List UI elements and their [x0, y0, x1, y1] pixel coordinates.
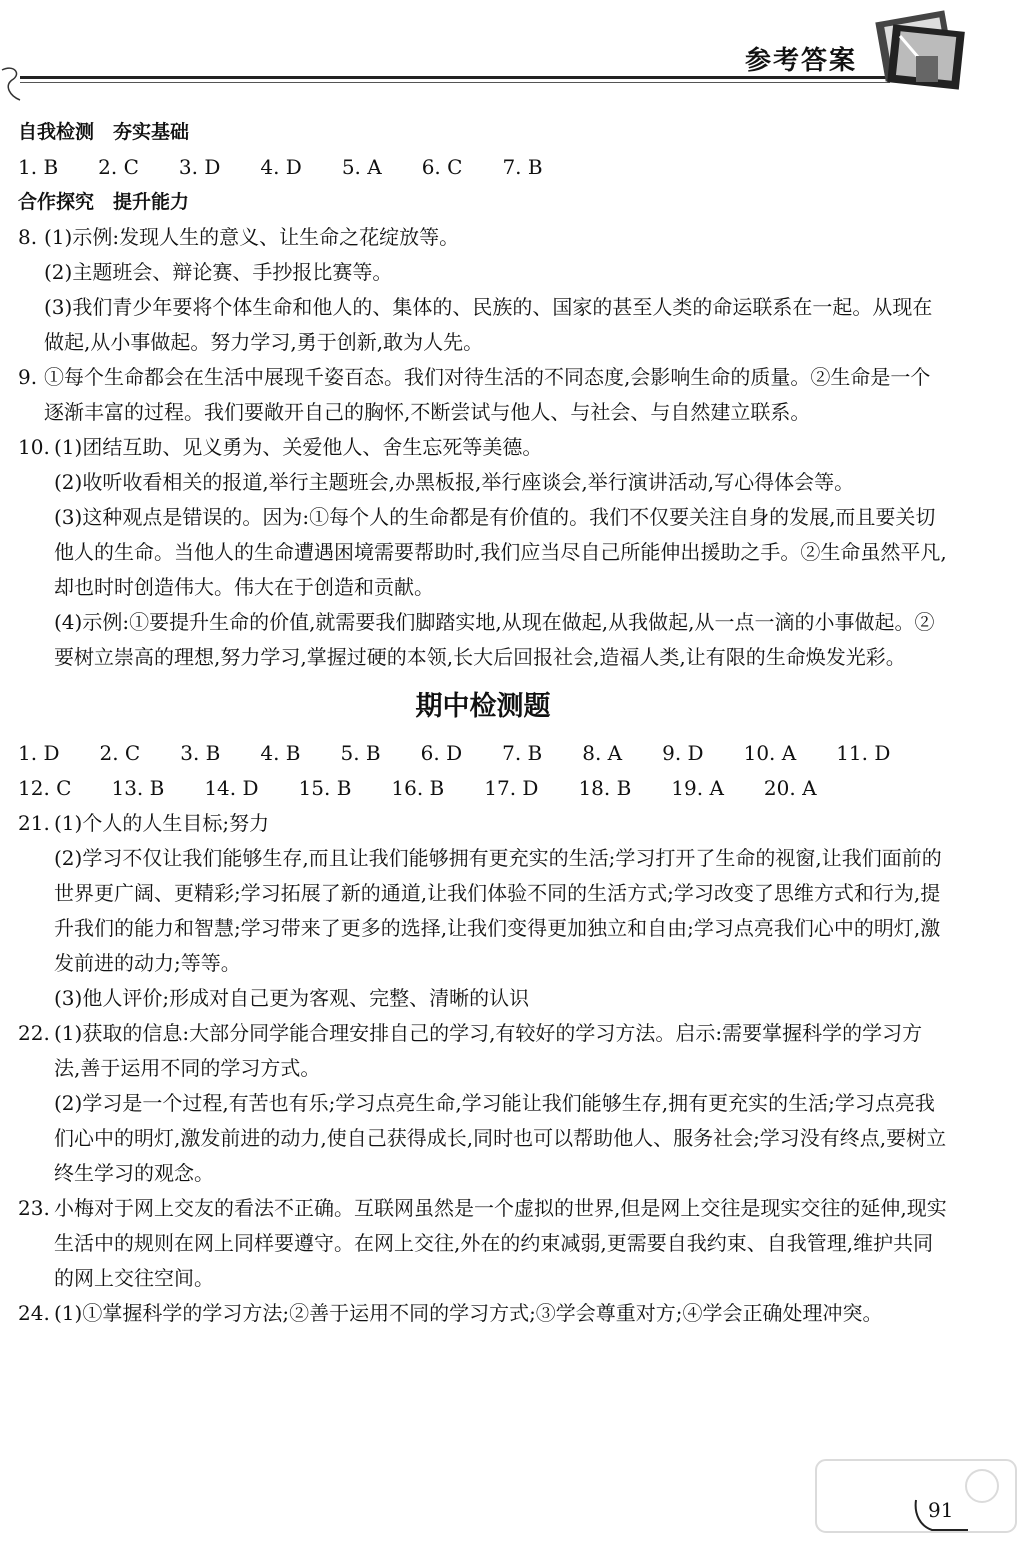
question-21	[18, 806, 948, 1016]
question-number: 22.	[18, 1021, 50, 1045]
page-number: 91	[928, 1498, 954, 1522]
question-22	[18, 1016, 948, 1191]
answer-part: (2)收听收看相关的报道,举行主题班会,办黑板报,举行座谈会,举行演讲活动,写心得体会等。	[54, 470, 855, 494]
answer-part: (3)这种观点是错误的。因为:①每个人的生命都是有价值的。我们不仅要关注自身的发展,而且要关切他人的生命。当他人的生命遭遇困境需要帮助时,我们应当尽自己所能伸出援助之手。②生命虽然平凡,却也时时创造伟大。伟大在于创造和贡献。	[54, 505, 947, 599]
question-number: 23.	[18, 1196, 50, 1220]
midterm-answers-row-1: 1. D 2. C 3. B 4. B 5. B 6. D 7. B 8. A 9. D 10. A 11. D	[18, 741, 891, 765]
answer-content	[18, 115, 948, 1331]
page-header	[0, 0, 1032, 110]
answer-part: (3)我们青少年要将个体生命和他人的、集体的、民族的、国家的甚至人类的命运联系在一起。从现在做起,从小事做起。努力学习,勇于创新,敢为人先。	[44, 295, 933, 354]
answer-text: ①每个生命都会在生活中展现千姿百态。我们对待生活的不同态度,会影响生命的质量。②生命是一个逐渐丰富的过程。我们要敞开自己的胸怀,不断尝试与他人、与社会、与自然建立联系。	[44, 365, 931, 424]
answer-part: (2)学习不仅让我们能够生存,而且让我们能够拥有更充实的生活;学习打开了生命的视窗,让我们面前的世界更广阔、更精彩;学习拓展了新的通道,让我们体验不同的生活方式;学习改变了思维方式和行为,提升我们的能力和智慧;学习带来了更多的选择,让我们变得更加独立和自由;学习点亮我们心中的明灯,激发前进的动力;等等。	[54, 846, 942, 975]
section-heading-cooperation: 合作探究 提升能力	[18, 191, 190, 213]
question-number: 24.	[18, 1301, 50, 1325]
answer-part: (1)①掌握科学的学习方法;②善于运用不同的学习方式;③学会尊重对方;④学会正确处理冲突。	[54, 1301, 883, 1325]
answer-part: (1)示例:发现人生的意义、让生命之花绽放等。	[44, 225, 460, 249]
midterm-answers-row-2: 12. C 13. B 14. D 15. B 16. B 17. D 18. B 19. A 20. A	[18, 776, 817, 800]
question-number: 10.	[18, 435, 50, 459]
question-10	[18, 430, 948, 675]
question-number: 21.	[18, 811, 50, 835]
header-title: 参考答案	[744, 46, 857, 76]
question-number: 9.	[18, 365, 38, 389]
question-9	[18, 360, 948, 430]
question-number: 8.	[18, 225, 38, 249]
watermark-logo	[812, 1456, 1022, 1536]
answer-part: (2)学习是一个过程,有苦也有乐;学习点亮生命,学习能让我们能够生存,拥有更充实的生活;学习点亮我们心中的明灯,激发前进的动力,使自己获得成长,同时也可以帮助他人、服务社会;学习没有终点,要树立终生学习的观念。	[54, 1091, 947, 1185]
answer-part: (3)他人评价;形成对自己更为客观、完整、清晰的认识	[54, 986, 530, 1010]
section-heading-self-check: 自我检测 夯实基础	[18, 121, 190, 143]
question-8	[18, 220, 948, 360]
answer-part: (1)个人的人生目标;努力	[54, 811, 270, 835]
answer-part: (2)主题班会、辩论赛、手抄报比赛等。	[44, 260, 393, 284]
header-rule-thin	[20, 82, 890, 83]
answer-text: 小梅对于网上交友的看法不正确。互联网虽然是一个虚拟的世界,但是网上交往是现实交往的延伸,现实生活中的规则在网上同样要遵守。在网上交往,外在的约束减弱,更需要自我约束、自我管理,维护共同的网上交往空间。	[54, 1196, 947, 1290]
answer-part: (1)团结互助、见义勇为、关爱他人、舍生忘死等美德。	[54, 435, 543, 459]
question-23	[18, 1191, 948, 1296]
midterm-title: 期中检测题	[415, 691, 551, 722]
question-24	[18, 1296, 948, 1331]
book-stack-icon	[860, 6, 970, 94]
answer-part: (4)示例:①要提升生命的价值,就需要我们脚踏实地,从现在做起,从我做起,从一点一滴的小事做起。②要树立崇高的理想,努力学习,掌握过硬的本领,长大后回报社会,造福人类,让有限的生命焕发光彩。	[54, 610, 935, 669]
self-check-answers: 1. B 2. C 3. D 4. D 5. A 6. C 7. B	[18, 155, 543, 179]
answer-part: (1)获取的信息:大部分同学能合理安排自己的学习,有较好的学习方法。启示:需要掌握科学的学习方法,善于运用不同的学习方式。	[54, 1021, 923, 1080]
